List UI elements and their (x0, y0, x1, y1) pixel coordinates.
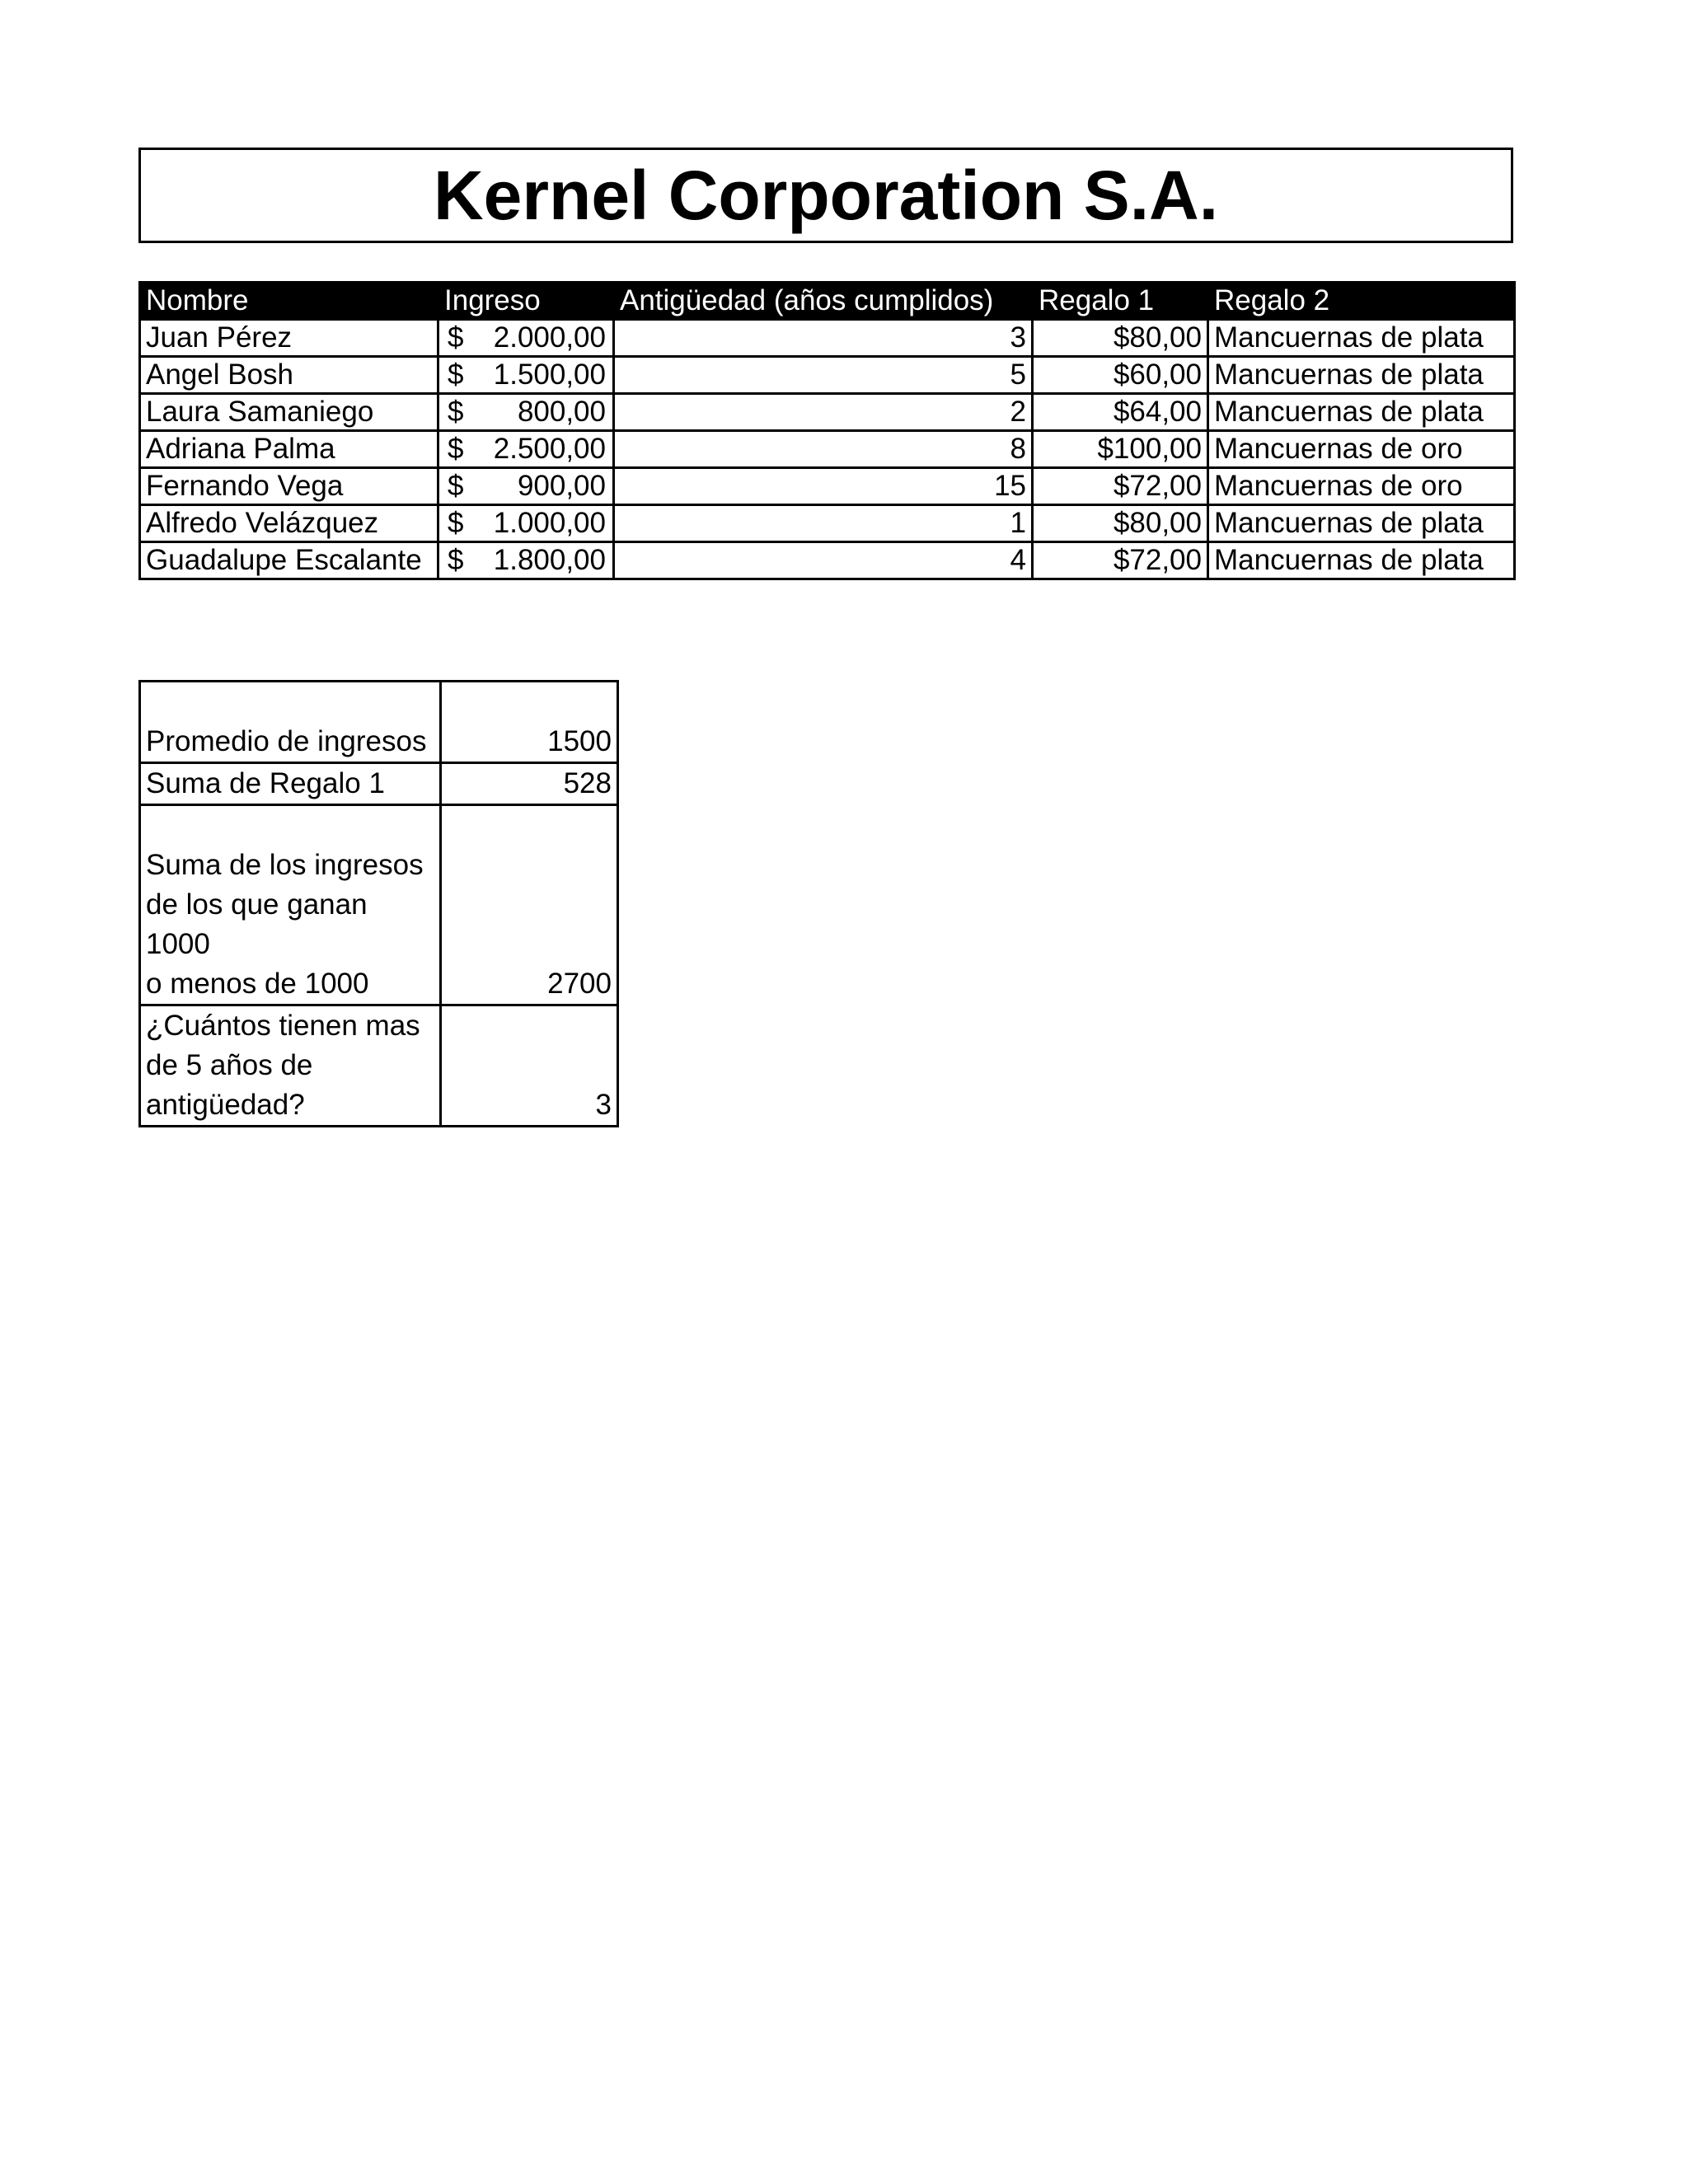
cell-nombre[interactable]: Alfredo Velázquez (140, 505, 438, 542)
ingreso-value: 1.800,00 (493, 544, 606, 576)
cell-antiguedad[interactable]: 15 (614, 468, 1033, 505)
summary-label-line: de los que ganan 1000 (146, 888, 368, 960)
cell-ingreso[interactable] (438, 357, 614, 394)
cell-ingreso[interactable] (438, 320, 614, 357)
summary-label-line: de 5 años de (146, 1049, 313, 1081)
cell-regalo-1[interactable]: $80,00 (1033, 320, 1208, 357)
cell-regalo-2[interactable]: Mancuernas de plata (1208, 505, 1515, 542)
cell-antiguedad[interactable]: 4 (614, 542, 1033, 579)
page-title: Kernel Corporation S.A. (433, 157, 1219, 234)
ingreso-value: 900,00 (517, 470, 606, 502)
summary-label-line: o menos de 1000 (146, 968, 369, 1000)
cell-regalo-1[interactable]: $60,00 (1033, 357, 1208, 394)
cell-antiguedad[interactable]: 2 (614, 394, 1033, 431)
cell-regalo-1[interactable]: $72,00 (1033, 542, 1208, 579)
summary-label-line (146, 682, 434, 722)
header-ingreso: Ingreso (438, 283, 614, 320)
cell-antiguedad[interactable]: 3 (614, 320, 1033, 357)
table-row (140, 394, 1515, 431)
currency-symbol: $ (448, 433, 464, 465)
header-antiguedad: Antigüedad (años cumplidos) (614, 283, 1033, 320)
table-row (140, 320, 1515, 357)
summary-label-line: Promedio de ingresos (146, 725, 427, 757)
cell-antiguedad[interactable]: 5 (614, 357, 1033, 394)
header-regalo-2: Regalo 2 (1208, 283, 1515, 320)
cell-ingreso[interactable] (438, 468, 614, 505)
ingreso-value: 1.500,00 (493, 359, 606, 391)
cell-regalo-2[interactable]: Mancuernas de plata (1208, 357, 1515, 394)
cell-nombre[interactable]: Juan Pérez (140, 320, 438, 357)
summary-label[interactable] (140, 682, 441, 763)
cell-nombre[interactable]: Guadalupe Escalante (140, 542, 438, 579)
cell-regalo-2[interactable]: Mancuernas de plata (1208, 394, 1515, 431)
ingreso-value: 800,00 (517, 396, 606, 428)
summary-label[interactable] (140, 1005, 441, 1127)
table-row (140, 431, 1515, 468)
cell-antiguedad[interactable]: 8 (614, 431, 1033, 468)
summary-label-line: Suma de Regalo 1 (146, 767, 385, 799)
table-row (140, 542, 1515, 579)
ingreso-value: 1.000,00 (493, 507, 606, 539)
header-regalo-1: Regalo 1 (1033, 283, 1208, 320)
cell-regalo-1[interactable]: $100,00 (1033, 431, 1208, 468)
cell-regalo-2[interactable]: Mancuernas de plata (1208, 542, 1515, 579)
cell-ingreso[interactable] (438, 431, 614, 468)
currency-symbol: $ (448, 359, 464, 391)
currency-symbol: $ (448, 544, 464, 576)
summary-value[interactable]: 2700 (441, 805, 618, 1005)
ingreso-value: 2.000,00 (493, 321, 606, 354)
summary-value[interactable]: 1500 (441, 682, 618, 763)
currency-symbol: $ (448, 507, 464, 539)
currency-symbol: $ (448, 321, 464, 354)
ingreso-value: 2.500,00 (493, 433, 606, 465)
employee-table (138, 281, 1516, 580)
cell-nombre[interactable]: Fernando Vega (140, 468, 438, 505)
summary-row-suma-regalo (140, 763, 618, 805)
summary-label-line: Suma de los ingresos (146, 849, 424, 881)
summary-label-line: antigüedad? (146, 1089, 305, 1121)
cell-nombre[interactable]: Angel Bosh (140, 357, 438, 394)
summary-label[interactable] (140, 805, 441, 1005)
cell-regalo-1[interactable]: $64,00 (1033, 394, 1208, 431)
summary-row-antiguedad (140, 1005, 618, 1127)
cell-nombre[interactable]: Laura Samaniego (140, 394, 438, 431)
table-row (140, 468, 1515, 505)
summary-value[interactable]: 528 (441, 763, 618, 805)
table-header-row (140, 283, 1515, 320)
summary-value[interactable]: 3 (441, 1005, 618, 1127)
cell-regalo-1[interactable]: $72,00 (1033, 468, 1208, 505)
cell-regalo-2[interactable]: Mancuernas de plata (1208, 320, 1515, 357)
summary-table (138, 680, 619, 1127)
cell-antiguedad[interactable]: 1 (614, 505, 1033, 542)
cell-ingreso[interactable] (438, 542, 614, 579)
table-row (140, 357, 1515, 394)
currency-symbol: $ (448, 396, 464, 428)
summary-label-line: ¿Cuántos tienen mas (146, 1010, 420, 1042)
cell-nombre[interactable]: Adriana Palma (140, 431, 438, 468)
currency-symbol: $ (448, 470, 464, 502)
title-box (138, 148, 1513, 243)
summary-row-suma-ingresos (140, 805, 618, 1005)
summary-row-promedio (140, 682, 618, 763)
cell-regalo-1[interactable]: $80,00 (1033, 505, 1208, 542)
cell-regalo-2[interactable]: Mancuernas de oro (1208, 431, 1515, 468)
cell-ingreso[interactable] (438, 505, 614, 542)
summary-label-line (146, 806, 434, 846)
table-row (140, 505, 1515, 542)
summary-label[interactable] (140, 763, 441, 805)
cell-regalo-2[interactable]: Mancuernas de oro (1208, 468, 1515, 505)
cell-ingreso[interactable] (438, 394, 614, 431)
header-nombre: Nombre (140, 283, 438, 320)
